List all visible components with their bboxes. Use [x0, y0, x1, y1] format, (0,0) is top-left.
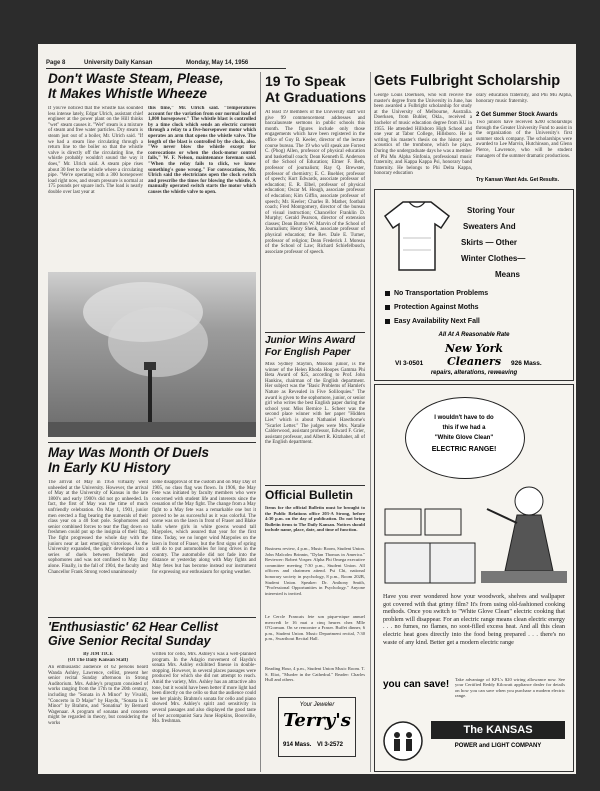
fulbright-headline: Gets Fulbright Scholarship — [374, 73, 561, 89]
graduations-headline-1: 19 To Speak — [265, 73, 346, 89]
junior-headline-1: Junior Wins Award — [265, 335, 356, 346]
duels-column-2: some disapproval of the custom and on May Day of 1905, no class flag was flown. In 1906, the May Fete was initiated by faculty members who were concerned with student life and interests since the cessation of the May fight. The change from a May fight to a May fete was a remarkable one but it proved to be as successful as it was colorful. The scene was on the lawn in front of Fraser and Blake halls where girls in white gowns wound tall Maypoles, which assured that year for the first time. Today, we no longer wind Maypoles on the lawn in front of Fraser, but the first signs of spring still do to put automobiles for long drives in the country. The automobile did not fade into the distance or yesterday along with May fights and May fetes but has become instead our instrument for expressing our enthusiasm for spring weather. — [152, 480, 256, 575]
bulletin-wednesday: Le Cercle Francais fete son pique-nique annuel mercredi le 16 mai a cinq heures chez Mlle O'Gorman. On se rencontre a Fraser. Buffet dinner, 6 p.m., Student Union. Music Department recital, 7:30 p.m., Swarthout Recital Hall. — [265, 614, 365, 642]
fulbright-column-2: orary education fraternity, and Phi Mu Alpha, honorary music fraternity. — [476, 93, 572, 104]
kpl-company-name: POWER and LIGHT COMPANY — [454, 743, 542, 749]
want-ads-promo: Try Kansan Want Ads. Get Results. — [476, 177, 559, 183]
ad-phone: VI 3-0501 — [395, 360, 424, 367]
sweater-icon — [381, 198, 453, 274]
bulletin-intro: Items for the official Bulletin must be brought to the Public Relations office 203-A Strong, before 4:30 p.m. on the day of publication. Do not bring Bulletin items to The Daily Kansan. Notices should include name, place, date, and time of function. — [265, 505, 365, 533]
page-number: Page 8 — [46, 60, 66, 66]
cellist-byline: By JIM TICE — [83, 652, 113, 657]
save-headline: you can save! — [383, 679, 450, 690]
ad-services: repairs, alterations, reweaving — [430, 370, 518, 376]
duels-top-rule — [48, 442, 256, 443]
bullet-icon — [385, 291, 390, 296]
whistle-headline-2: It Makes Whistle Wheeze — [48, 86, 208, 101]
duels-headline-2: In Early KU History — [48, 460, 171, 475]
column-divider-1 — [260, 72, 261, 772]
ad-line-4: Winter Clothes— — [461, 254, 526, 263]
cellist-headline-2: Give Senior Recital Sunday — [48, 634, 211, 648]
terrys-logo: Terry's — [283, 710, 351, 731]
masthead-rule — [46, 68, 286, 69]
bubble-line-1: I wouldn't have to do — [434, 415, 494, 421]
new-york-cleaners-logo: New York Cleaners — [444, 342, 503, 368]
electric-range-ad — [374, 384, 574, 772]
junior-headline-2: For English Paper — [265, 347, 351, 358]
kitchen-illustration — [381, 479, 567, 591]
bubble-line-4: ELECTRIC RANGE! — [431, 446, 497, 453]
bulletin-top-rule — [265, 485, 365, 486]
ad-bullet-1 — [385, 290, 488, 297]
ad-bullet-2-text: Protection Against Moths — [394, 304, 479, 311]
bullet-icon — [385, 319, 390, 324]
ad-bullet-2 — [385, 304, 479, 311]
range-ad-copy: Have you ever wondered how your woodwork, shelves and wallpaper got covered with that grimy film? It's from using old-fashioned cooking methods. Once you switch to "White Glove Clean" electric cooking that problem will disappear. For an electric range means clean electric energy . . . no fumes, no flames, no soot-filled excess heat. And all this clean electric heat goes directly into the food being prepared . . . there's no waste of any kind. Better get a modern electric range — [383, 593, 565, 646]
steam-cloud-graphic — [48, 272, 256, 437]
bulletin-thursday: Reading Hour, 4 p.m., Student Union Music Room. T. S. Eliot, "Murder in the Cathedral." Reader: Charles Hull and others. — [265, 666, 365, 683]
whistle-column-2: this time," Mr. Ulrich said. "Temperatures account for the variation from our normal load of 1,800 horsepower." The whistle blast is controlled by a time clock which sends an electric current through a relay to a five-horsepower motor which operates an arm that opens the whistle valve. The length of the blast is controlled by the clock, also. "We never blow the whistle except for convocations or when the clock-motor control fails," W. F. Nelson, maintenance foreman said. "When the relay fails to click, we know something's gone wrong." For convocations, Mr. Ulrich said the electricians open the clock switch and prescribe the times for blowing the whistle. A manually operated switch starts the motor which causes the whistle valve to open. — [148, 106, 256, 195]
stock-award-text: Two juniors have received $200 scholarships through the Greater University Fund to assist in the organization of the University's first summer stock company. The scholarships were awarded to Lee Marvin, Hutchinson, and Glenn Pierce, Lawrence, who will be student managers of the summer dramatic productions. — [476, 120, 572, 159]
paper-name: University Daily Kansan — [84, 60, 153, 66]
duels-headline-1: May Was Month Of Duels — [48, 445, 210, 460]
newspaper-page — [38, 44, 576, 774]
ad-bullet-1-text: No Transportation Problems — [394, 290, 489, 297]
terrys-tagline: Your Jeweler — [299, 702, 335, 708]
junior-top-rule — [265, 332, 365, 333]
whistle-column-1: If you've noticed that the whistle has sounded less intense lately, Edgar Ulrich, assistant chief engineer at the power plant on the Hill thinks "wet" steam causes it. "Wet" steam is a mixture of steam and free water particles. Dry steam is steam just out of a boiler, Mr. Ulrich said. "If we had a steam line circulating through a return line to the boiler so that the whistle valve is directly off the circulating line, the whistle probably wouldn't sound the way it does," Mr. Ulrich said. A steam pipe rises about 30 feet to the whistle where a circulating pipe. "We're operating with a 300 horsepower load right now, and steam pressure is normal at 175 pounds per square inch. The load is nearly double over last year at — [48, 106, 143, 195]
stock-award-headline: 2 Get Summer Stock Awards — [476, 112, 558, 118]
cellist-column-2: written for cello, Mrs. Ashley's was a well-planned program. In the Adagio movement of Haydn's sonata Mrs. Ashley exhibited finesse in double-stopping. However, in several places passages were produced for which she did not attempt to reach. Amid the variety, Mrs. Ashley has an attractive alto tone, but it would have been better if more light had been directly on the cello so that the audience could see her plainly. Brahms's sonata for cello and piano showed Mrs. Ashley's spirit and sensitivity in several passages and also displayed the good taste of her accompanist Sara June Hopkins, Boonville, Mo. freshman. — [152, 652, 256, 725]
bullet-icon — [385, 305, 390, 310]
ad-rate: All At A Reasonable Rate — [438, 332, 510, 338]
bubble-line-3: "White Glove Clean" — [434, 435, 494, 441]
fulbright-column-1: George Louis Doerksen, who will receive the master's degree from the University in June, has been awarded a Fulbright scholarship for study at the University of Melbourne, Australia. Doerksen, from Buhler, Okla., received a bachelor of music education degree from KU in 1955. He attended Hillsboro High School and one year at Tabor College, Hillsboro. He is writing his master's thesis on the history and acoustics of the trombone, which he plays. During the undergraduate days he was a member of Phi Mu Alpha Sinfonia, professional music fraternity, and Kappa Kappa Psi, honorary band fraternity. He belongs to Phi Delta Kappa, honorary education — [374, 93, 472, 177]
junior-text: Miss Sydney Stayton, Missoni junior, is the winner of the Helen Rhoda Hoopes Gamma Phi Beta Award of $25, according to Prof. John Hankins, chairman of the English department. Her subject was the "Basic Problems of Hamlet's Nature as Revealed in Five Soliloquies." The award is given to the sophomore, junior, or senior girl who writes the best English paper during the school year. Miss Bernice L. Scheer was the second place winner with her paper "Hidden Lies" which is about Nathaniel Hawthorne's "Scarlet Letter." The judges were Mrs. Natalie Calderwood, assistant professor, Edward F. Grier, assistant professor, and Albert R. Kitzhaber, all of the English department. — [265, 362, 365, 446]
new-york-cleaners-ad — [374, 189, 574, 381]
ad-address: 926 Mass. — [511, 360, 542, 367]
ad-line-2: Sweaters And — [463, 222, 516, 231]
cellist-column-1: An enthusiastic audience of 62 persons heard Wanda Ashley, Lawrence, cellist, present her senior recital Sunday afternoon in Strong Auditorium. Mrs. Ashley's program consisted of works ranging from the 17th to the 20th century, including the "Sonata in A Minor" by Vivaldi, "Concerto in D Major" by Haydn, "Sonata in E Minor" by Brahms, and "Sonatina" by Bernard Wagenaar. A program of sonatas and concerto might be regarded in theory, but considering the works — [48, 665, 148, 726]
terrys-phone: VI 3-2572 — [317, 742, 344, 748]
kpl-logo-name: The KANSAS — [431, 721, 565, 739]
bubble-line-2: this if we had a — [442, 425, 486, 431]
bulletin-today: Business review, 4 p.m., Music Room, Student Union. John Malcolm Brinnin, "Dylan Thomas in America." Reviewer: Robert Vosper. Alpha Phi Omega executive committee meeting 7:30 p.m., Student Union. All officers and chairmen attend. Psi Chi, national honorary society in psychology, 8 p.m., Room 202B, Student Union. Speaker: Dr. Anthony Smith, "Professional Opportunities in Psychology." Anyone interested is invited. — [265, 546, 365, 596]
issue-date: Monday, May 14, 1956 — [186, 60, 249, 66]
column-divider-2 — [370, 72, 371, 772]
whistle-steam-photo — [48, 272, 256, 437]
save-text: Take advantage of KPL's $20 wiring allowance now. See your Certified Reddy Kilowatt appliance dealer for details on how you can save when you purchase a modern electric range. — [455, 677, 565, 699]
ad-bullet-3 — [385, 318, 480, 325]
ad-line-3: Skirts — Other — [461, 238, 518, 247]
cellist-byline-staff: (Of The Daily Kansan Staff) — [67, 658, 129, 663]
duels-column-1: The arrival of May in 1956 virtually went unheeded at the University. However, the arrival of May at the University of Kansas in the late 1800's and early 1900's did not go unheeded. In fact, the first of May was the time of much unfriendly celebration. On May 1, 1901, junior men erected a flag bearing the numerals of their class year on a 40 foot pole. Sophomores and senior combined forces to tear the flag down so freshmen could put up the insignia of their flag. The fight progressed the whole day with the juniors near at last emerging victorious. As the University expanded, the spirit developed into a series of duels between freshmen and sophomores and was not confined to May Day alone. Finally, in the fall of 1904, the faculty and Chancellor Frank Strong voted unanimously — [48, 480, 148, 575]
bulletin-headline: Official Bulletin — [265, 488, 354, 502]
cellist-headline-1: 'Enthusiastic' 62 Hear Cellist — [48, 620, 218, 634]
ad-line-5: Means — [495, 270, 520, 279]
live-better-electrically-logo — [383, 719, 423, 763]
terrys-address: 914 Mass. — [283, 742, 312, 748]
ad-line-1: Storing Your — [467, 206, 515, 215]
whistle-headline-1: Don't Waste Steam, Please, — [48, 71, 224, 86]
ad-bullet-3-text: Easy Availability Next Fall — [394, 318, 480, 325]
terrys-jeweler-ad — [278, 697, 356, 757]
cellist-top-rule — [48, 617, 256, 618]
graduations-text: At least 19 members of the University staff will give 99 commencement addresses and baccalaureate sermons in public schools this month. The figures include only those engagements which have been registered in the office of Guy B. Keeler, director of the lecture course bureau. The 19 who will speak are Forrest C. (Phog) Allen, professor of physical education and basketball coach; Dean Kenneth E. Anderson of the School of Education; Elmer F. Beth, professor of journalism; Ray Q. Brewster, professor of chemistry; E. C. Buehler, professor of speech; Kurt Edwards, associate professor of education; E. R. Elbel, professor of physical education; Oscar M. Hough, associate professor of education; Kim Giffin, associate professor of speech; Mr. Keeler; Charles B. Mather, football coach; Fred Montgomery, director of the bureau of visual instruction; Chancellor Franklin D. Murphy; Gerald Pearson, director of extension classes; Dean Burton W. Marvin of the School of Journalism; Henry Shenk, associate professor of physical education; the Rev. Dale E. Turner, professor of religion; Dean Frederick J. Moreau of the School of Law; Richard Schiefelbusch, associate professor of speech. — [265, 110, 365, 255]
graduations-headline-2: At Graduations — [265, 89, 367, 105]
